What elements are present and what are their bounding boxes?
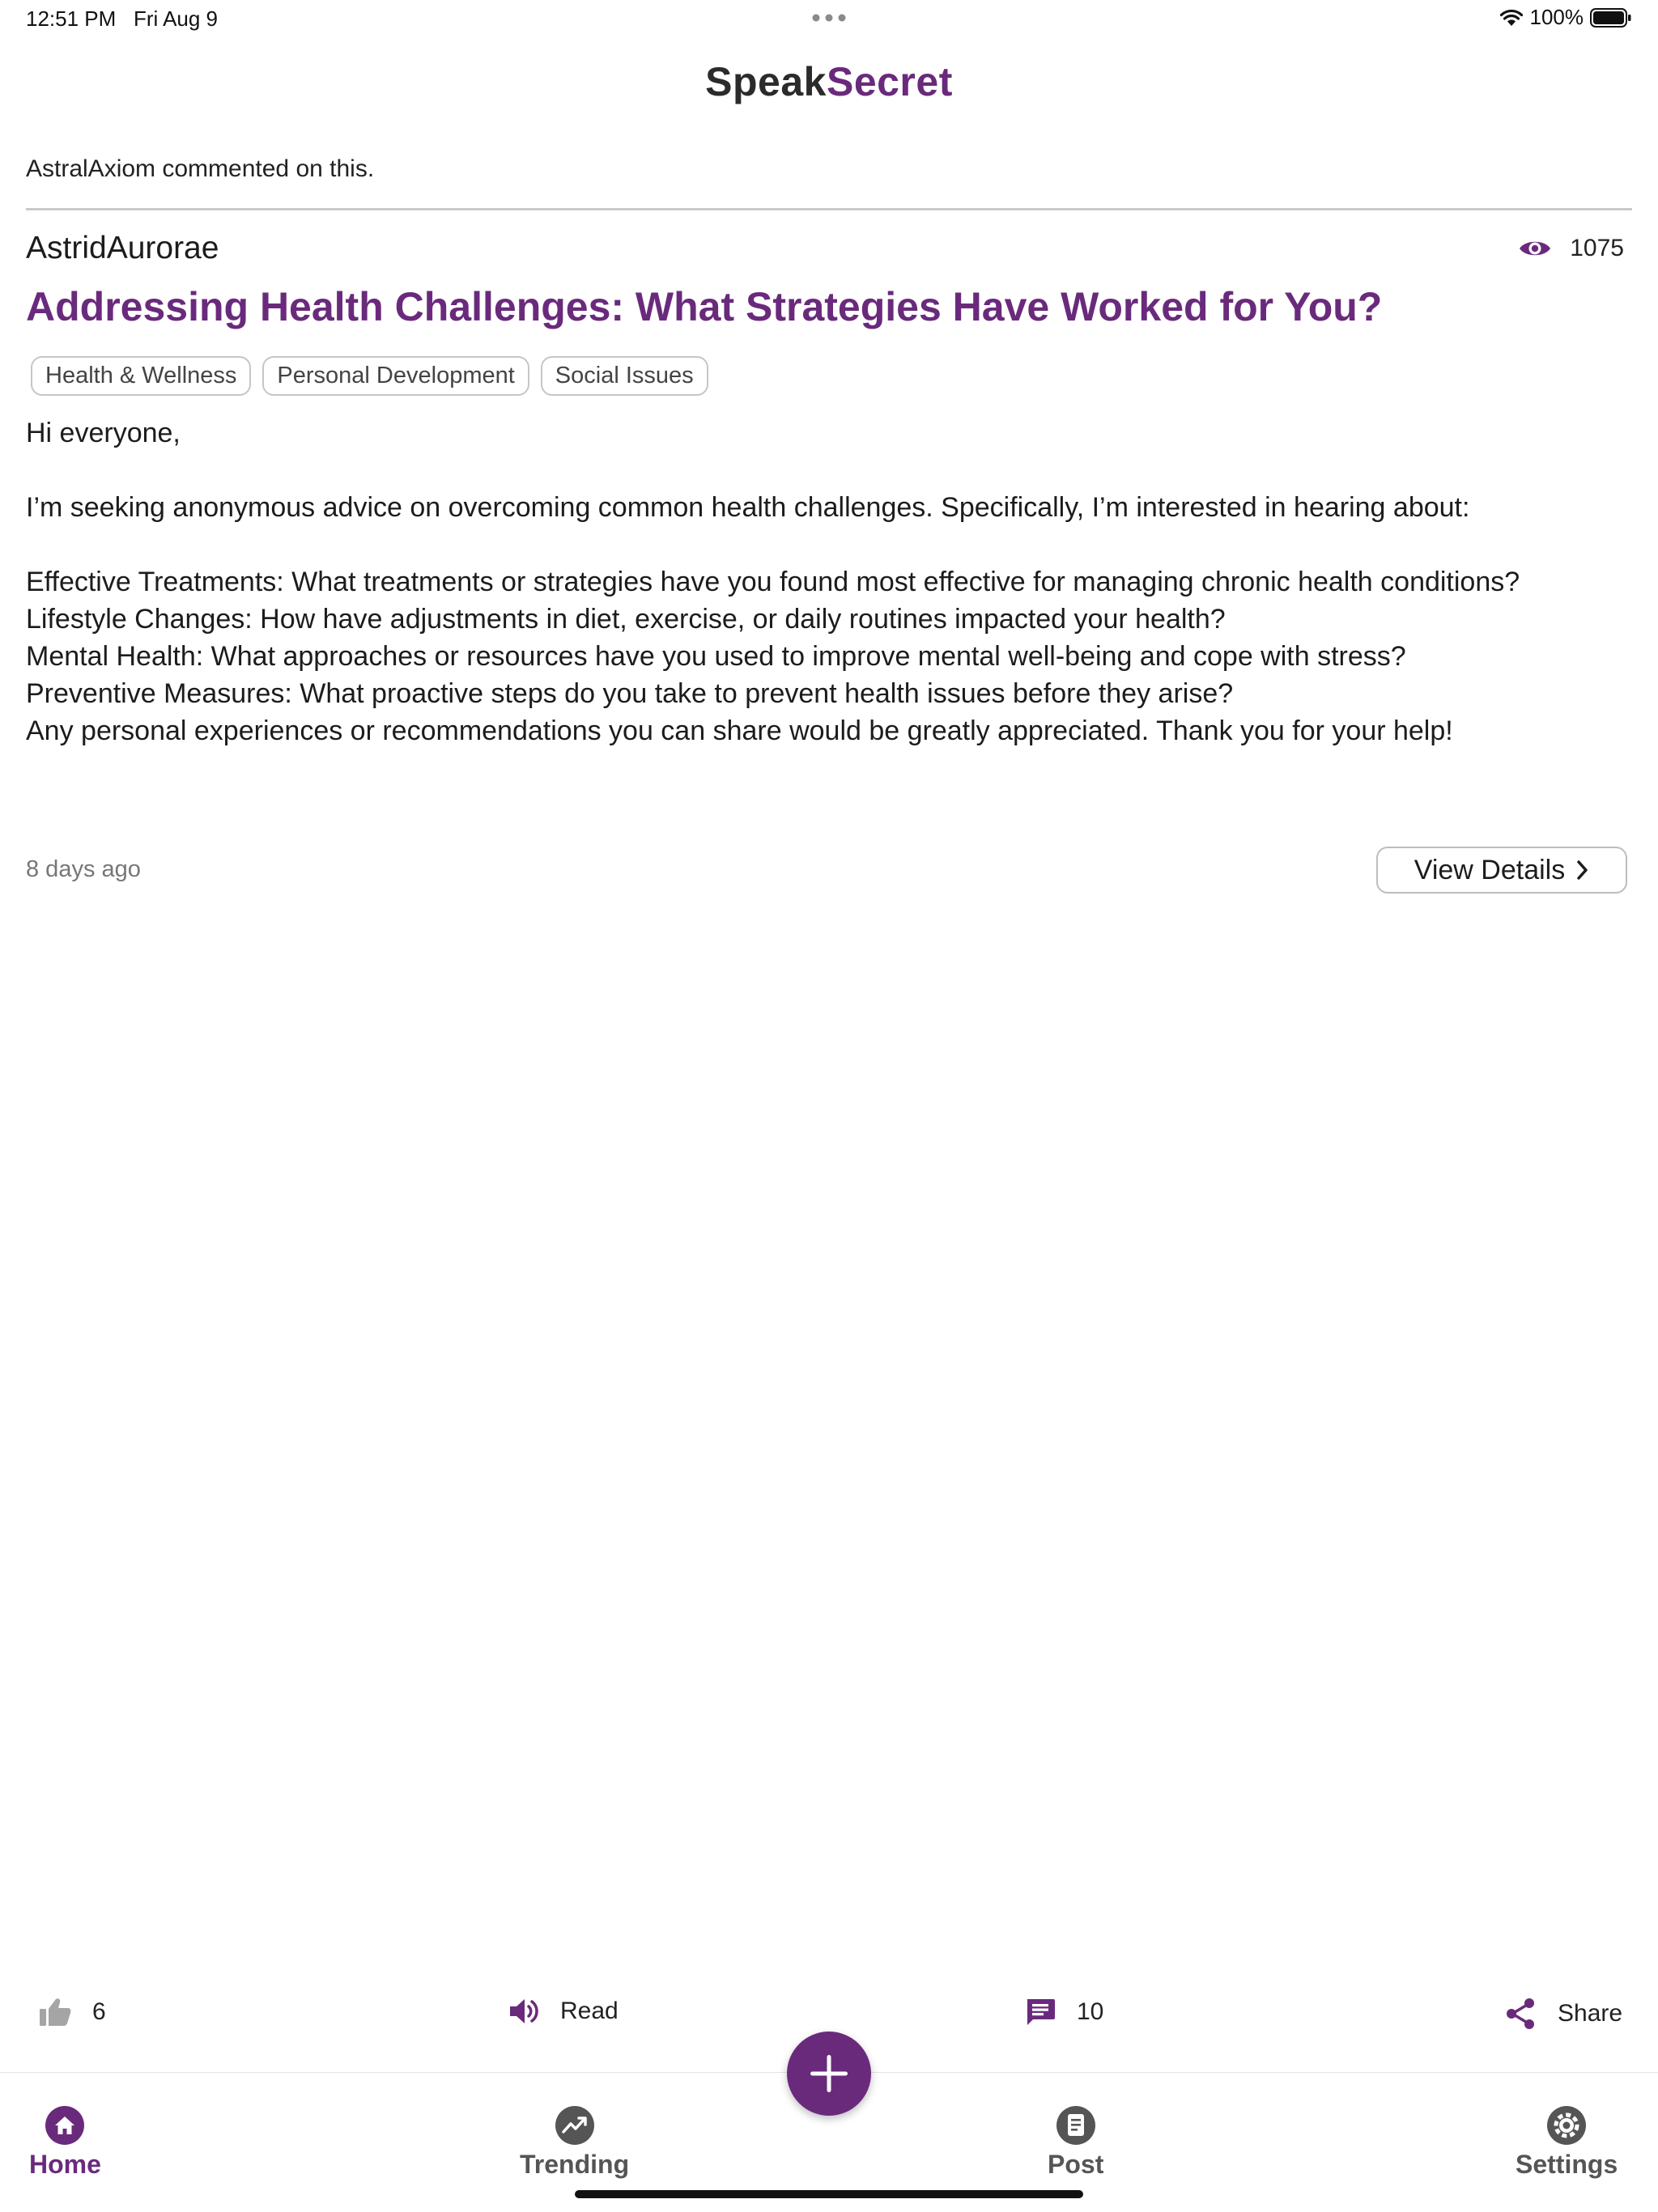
app-title-part2: Secret	[826, 59, 953, 104]
post-author[interactable]: AstridAurorae	[26, 231, 219, 265]
tab-post[interactable]	[1048, 2104, 1103, 2180]
battery-icon	[1590, 7, 1632, 28]
share-label: Share	[1558, 2000, 1623, 2027]
like-button[interactable]	[39, 1998, 106, 2027]
share-button[interactable]	[1504, 1998, 1622, 2030]
battery-percent: 100%	[1529, 5, 1584, 29]
post-line: Any personal experiences or recommendations you can share would be greatly appreciated. Thank you for your help!	[26, 715, 1453, 746]
comment-icon	[1025, 1998, 1056, 2027]
home-indicator[interactable]	[575, 2190, 1083, 2198]
divider	[26, 208, 1632, 210]
tab-trending-label: Trending	[520, 2150, 630, 2179]
post-body	[26, 414, 1637, 749]
status-bar-time	[26, 6, 218, 32]
tag-chip[interactable]: Social Issues	[541, 356, 708, 396]
app-title	[0, 58, 1658, 105]
tab-post-label: Post	[1048, 2150, 1104, 2179]
status-bar-right	[1499, 5, 1633, 30]
post-line: Mental Health: What approaches or resources have you used to improve mental well-being and cope with stress?	[26, 641, 1406, 672]
post-line: Lifestyle Changes: How have adjustments in diet, exercise, or daily routines impacted your health?	[26, 604, 1226, 635]
comment-count: 10	[1077, 1998, 1104, 2025]
tag-chip[interactable]: Health & Wellness	[31, 356, 251, 396]
multitasking-dots-icon[interactable]	[810, 0, 848, 24]
app-title-part1: Speak	[705, 59, 827, 104]
post-icon	[1055, 2104, 1097, 2146]
wifi-icon	[1499, 8, 1524, 28]
post-line: Effective Treatments: What treatments or strategies have you found most effective for managing chronic health conditions?	[26, 567, 1520, 597]
tag-chip[interactable]: Personal Development	[262, 356, 529, 396]
eye-icon	[1518, 237, 1552, 260]
home-icon	[44, 2104, 86, 2146]
view-count-value: 1075	[1570, 235, 1624, 261]
view-details-label: View Details	[1414, 854, 1566, 885]
plus-icon	[807, 2052, 851, 2095]
speaker-icon	[508, 1998, 539, 2025]
like-count: 6	[92, 1998, 106, 2025]
tab-settings-label: Settings	[1516, 2150, 1618, 2179]
post-title[interactable]: Addressing Health Challenges: What Strategies Have Worked for You?	[26, 284, 1383, 329]
activity-notice: AstralAxiom commented on this.	[26, 155, 375, 182]
tab-home-label: Home	[29, 2150, 101, 2179]
tab-home[interactable]	[29, 2104, 101, 2180]
view-details-button[interactable]	[1376, 847, 1627, 894]
settings-icon	[1545, 2104, 1588, 2146]
chevron-right-icon	[1576, 860, 1589, 881]
post-time-ago: 8 days ago	[26, 856, 141, 882]
post-line: Preventive Measures: What proactive steps do you take to prevent health issues before they arise?	[26, 678, 1234, 709]
tab-trending[interactable]	[520, 2104, 629, 2180]
read-label: Read	[560, 1998, 619, 2024]
comments-button[interactable]	[1025, 1998, 1103, 2027]
status-date: Fri Aug 9	[133, 6, 219, 31]
trending-icon	[554, 2104, 596, 2146]
post-greeting: Hi everyone,	[26, 418, 181, 448]
thumbs-up-icon	[39, 1998, 71, 2027]
view-count	[1518, 235, 1624, 262]
tag-list	[31, 356, 708, 396]
share-icon	[1504, 1998, 1537, 2030]
read-aloud-button[interactable]	[508, 1998, 619, 2025]
create-post-fab[interactable]	[787, 2032, 871, 2116]
status-time: 12:51 PM	[26, 6, 117, 31]
tab-settings[interactable]	[1516, 2104, 1618, 2180]
post-intro: I’m seeking anonymous advice on overcoming common health challenges. Specifically, I’m interested in hearing about:	[26, 492, 1470, 523]
